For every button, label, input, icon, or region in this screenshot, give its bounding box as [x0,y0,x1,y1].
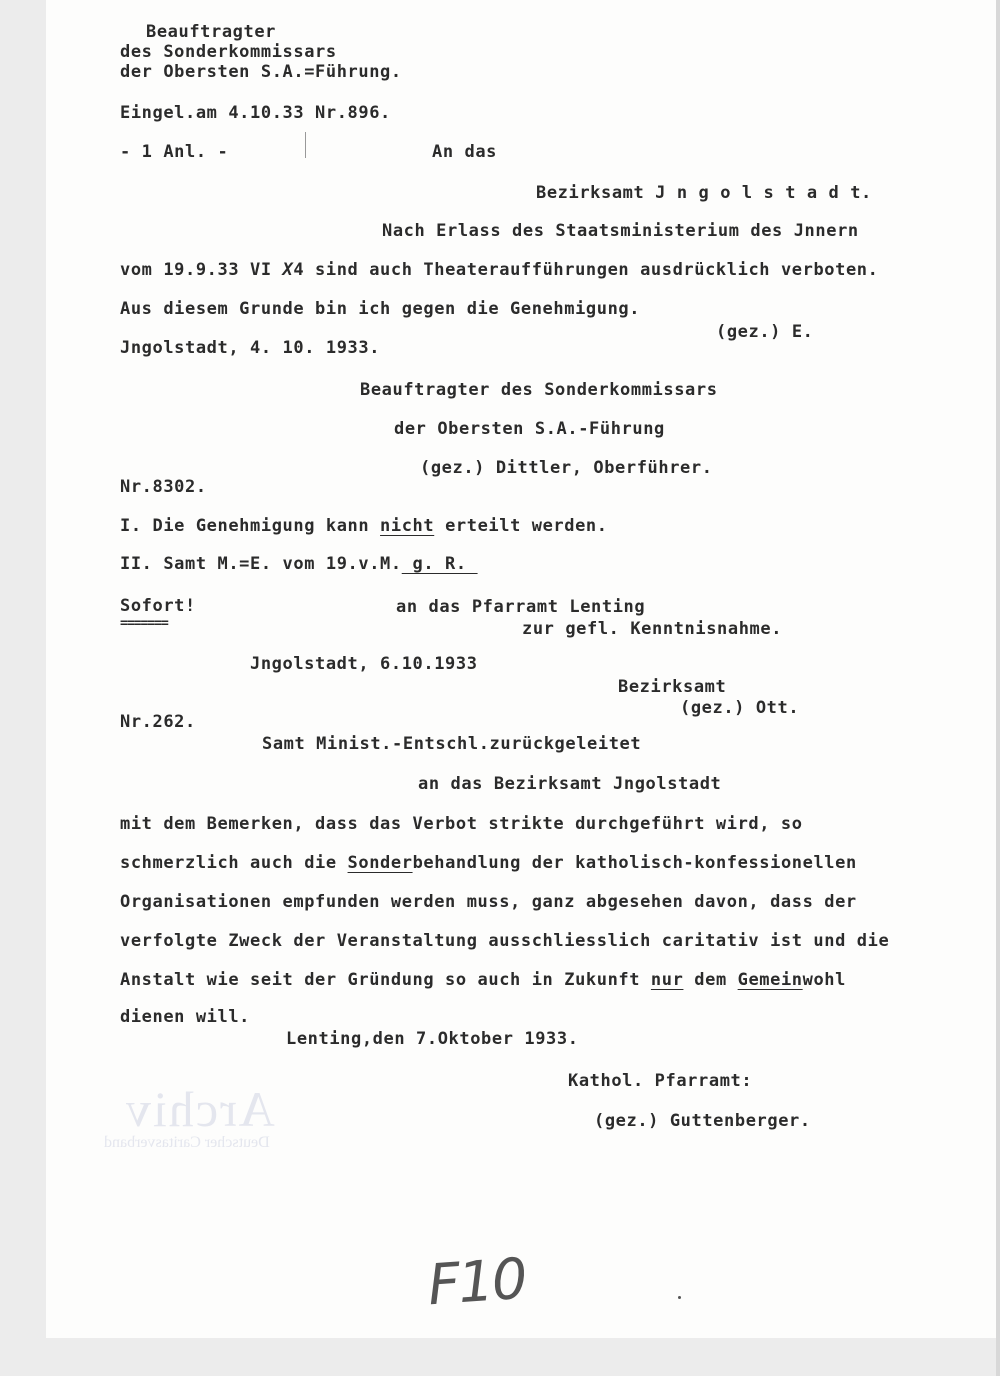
sign1-line-3: (gez.) Dittler, Oberführer. [420,458,713,478]
reply-paragraph-line-3: Organisationen empfunden werden muss, ganz abgesehen davon, dass der [120,892,857,912]
sign1-line-2: der Obersten S.A.-Führung [394,419,665,439]
reply-paragraph-line-2 [120,853,857,873]
decision-recipient: an das Pfarramt Lenting [396,597,646,617]
decision-office: Bezirksamt [618,677,727,697]
decision-signature: (gez.) Ott. [680,698,800,718]
scan-margin-left [0,0,46,1376]
decision-item-2 [120,554,478,574]
underlined-word-nicht: nicht [380,516,435,536]
underlined-word-gemein: Gemein [737,970,803,990]
reply-line-2-start: schmerzlich auch die [120,853,348,873]
handwritten-reference: F10 [425,1246,528,1319]
reply-line-2-end: behandlung der katholisch-konfessionellen [412,853,857,873]
reply-place-date: Lenting,den 7.Oktober 1933. [286,1029,579,1049]
address-to: An das [432,142,498,162]
reply-line-5-middle: dem [683,970,738,990]
decision-note: zur gefl. Kenntnisnahme. [522,619,783,639]
enclosure-note: - 1 Anl. - [120,142,229,162]
reply-line-5-start: Anstalt wie seit der Gründung so auch in Zukunft [120,970,651,990]
received-stamp-text: Eingel.am 4.10.33 Nr.896. [120,103,391,123]
body1-line-2-start: vom 19.9.33 VI [120,260,283,280]
header-line-2: des Sonderkommissars [120,42,337,62]
body1-line-2 [120,260,878,280]
underlined-g-r: g. R. [401,554,478,574]
reply-office: Kathol. Pfarramt: [568,1071,753,1091]
scan-mark [305,132,306,158]
decision-item-1-start: I. Die Genehmigung kann [120,516,381,536]
reply-paragraph-line-4: verfolgte Zweck der Veranstaltung ausschliesslich caritativ ist und die [120,931,890,951]
reply-signature: (gez.) Guttenberger. [594,1111,811,1131]
header-line-3: der Obersten S.A.=Führung. [120,62,402,82]
body1-line-1: Nach Erlass des Staatsministerium des Jnnern [382,221,859,241]
archive-stamp-subtitle: Deutscher Caritasverband [104,1134,270,1151]
body1-place-date: Jngolstadt, 4. 10. 1933. [120,338,381,358]
body1-line-3: Aus diesem Grunde bin ich gegen die Genehmigung. [120,299,641,319]
reply-number: Nr.262. [120,712,196,732]
body1-signature: (gez.) E. [716,322,814,342]
underlined-word-nur: nur [650,970,684,990]
decision-place-date: Jngolstadt, 6.10.1933 [250,654,478,674]
decision-item-2-start: II. Samt M.=E. vom 19.v.M. [120,554,402,574]
scan-margin-right [996,0,1000,1376]
urgent-label: Sofort! [120,596,196,616]
reply-line-2: an das Bezirksamt Jngolstadt [418,774,722,794]
urgent-double-underline: ======= [120,616,168,631]
reply-line-1: Samt Minist.-Entschl.zurückgeleitet [262,734,642,754]
reply-paragraph-line-6: dienen will. [120,1007,251,1027]
decision-number: Nr.8302. [120,477,207,497]
sign1-line-1: Beauftragter des Sonderkommissars [360,380,718,400]
archive-stamp-title: Archiv [124,1081,275,1137]
reply-paragraph-line-5 [120,970,846,990]
underlined-word-sonder: Sonder [347,853,413,873]
header-line-1: Beauftragter [146,22,277,42]
scan-margin-bottom [0,1338,1000,1376]
reply-line-5-end: wohl [802,970,846,990]
struck-character: X [282,260,294,280]
ink-dot [678,1296,681,1299]
reply-paragraph-line-1: mit dem Bemerken, dass das Verbot strikte durchgeführt wird, so [120,814,803,834]
body1-line-2-end: 4 sind auch Theateraufführungen ausdrücklich verboten. [293,260,879,280]
decision-item-1 [120,516,608,536]
decision-item-1-end: erteilt werden. [434,516,608,536]
address-office: Bezirksamt J n g o l s t a d t. [536,183,872,203]
